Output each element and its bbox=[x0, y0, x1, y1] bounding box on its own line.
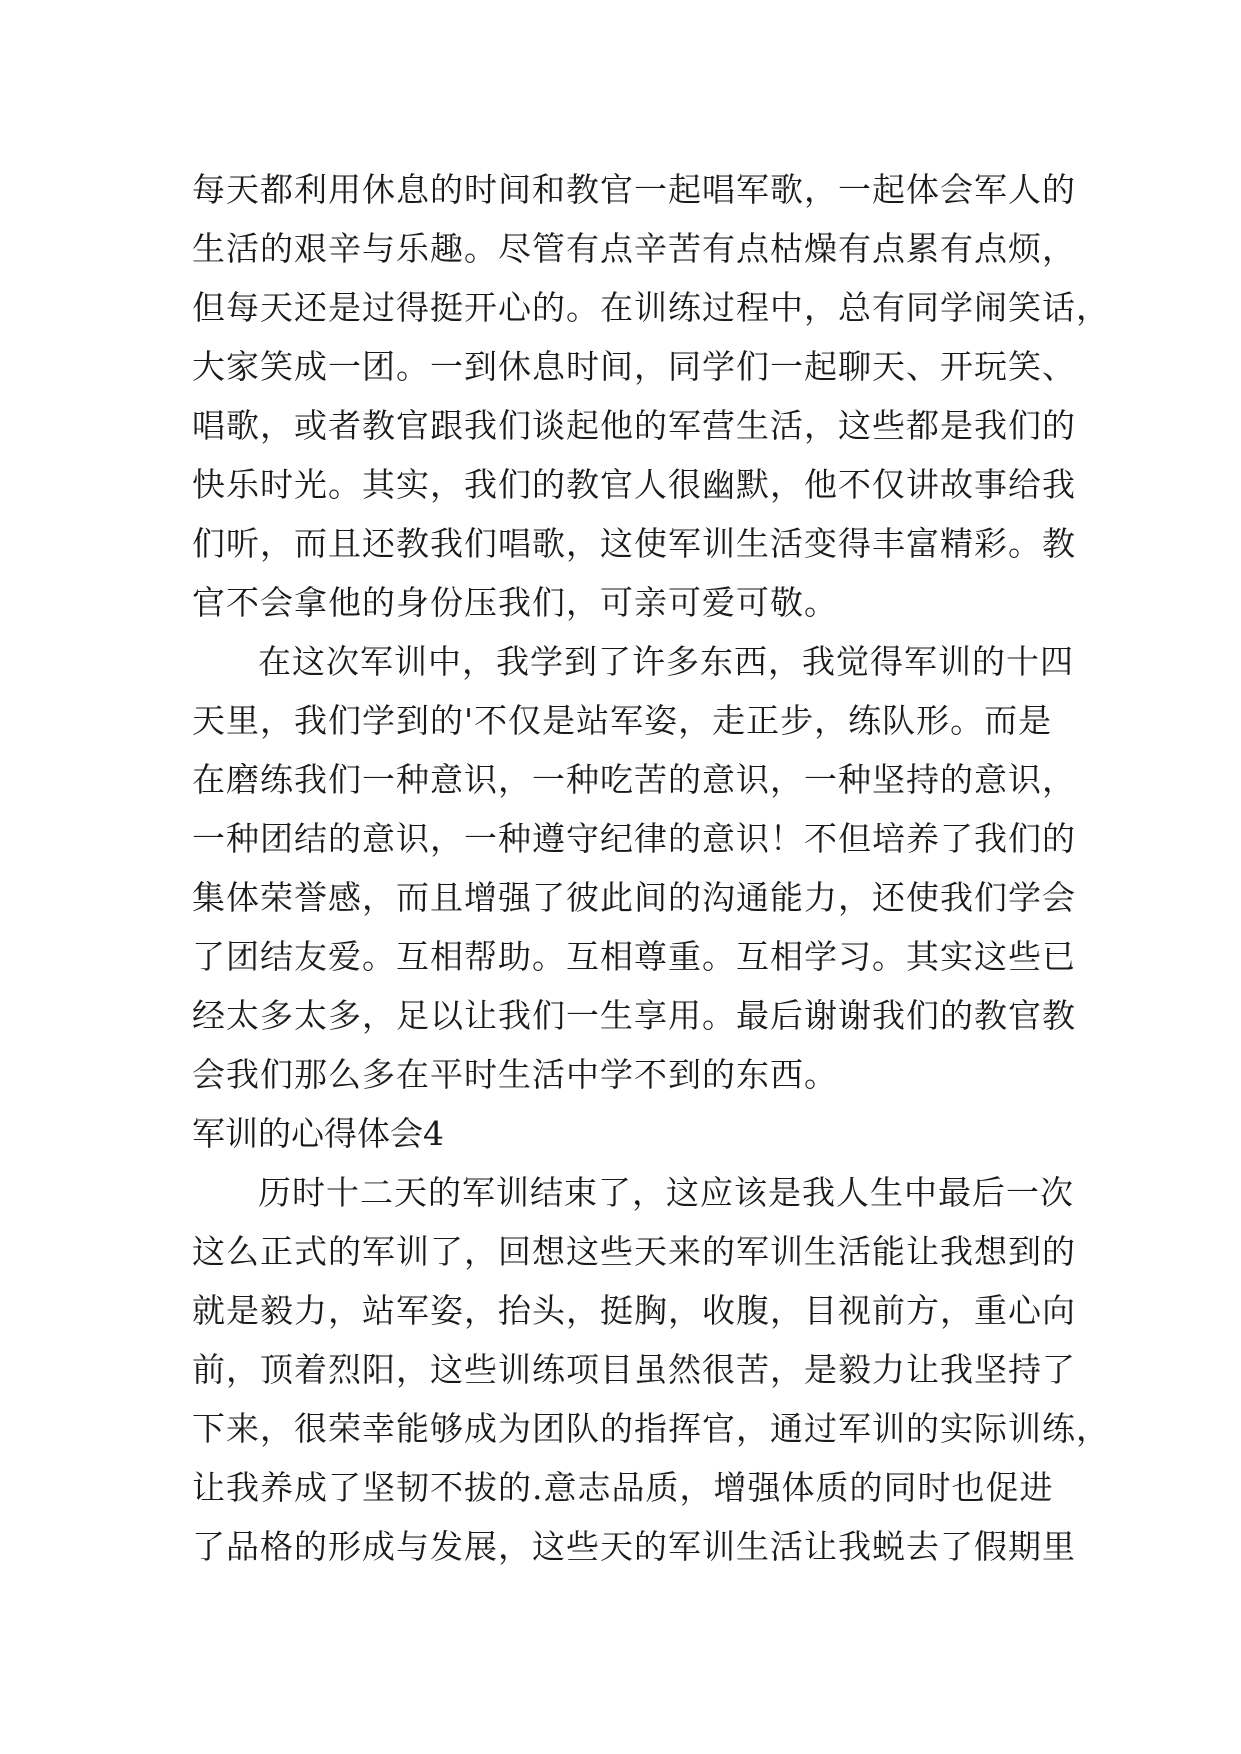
text-line: 天里，我们学到的'不仅是站军姿，走正步，练队形。而是 bbox=[192, 701, 1053, 740]
text-line: 下来，很荣幸能够成为团队的指挥官，通过军训的实际训练， bbox=[192, 1409, 1110, 1448]
text-line: 但每天还是过得挺开心的。在训练过程中，总有同学闹笑话， bbox=[192, 288, 1110, 327]
text-line: 会我们那么多在平时生活中学不到的东西。 bbox=[192, 1055, 838, 1094]
text-line: 在磨练我们一种意识，一种吃苦的意识，一种坚持的意识， bbox=[192, 760, 1076, 799]
text-line: 唱歌，或者教官跟我们谈起他的军营生活，这些都是我们的 bbox=[192, 406, 1076, 445]
text-line: 快乐时光。其实，我们的教官人很幽默，他不仅讲故事给我 bbox=[192, 465, 1076, 504]
text-line: 每天都利用休息的时间和教官一起唱军歌，一起体会军人的 bbox=[192, 170, 1076, 209]
text-line: 集体荣誉感，而且增强了彼此间的沟通能力，还使我们学会 bbox=[192, 878, 1076, 917]
paragraph-start-line: 历时十二天的军训结束了，这应该是我人生中最后一次 bbox=[258, 1173, 1074, 1212]
document-body bbox=[192, 160, 1110, 1576]
text-line: 生活的艰辛与乐趣。尽管有点辛苦有点枯燥有点累有点烦， bbox=[192, 229, 1076, 268]
text-line: 官不会拿他的身份压我们，可亲可爱可敬。 bbox=[192, 583, 838, 622]
text-line: 让我养成了坚韧不拔的.意志品质，增强体质的同时也促进 bbox=[192, 1468, 1054, 1507]
text-line: 大家笑成一团。一到休息时间，同学们一起聊天、开玩笑、 bbox=[192, 347, 1076, 386]
text-line: 一种团结的意识，一种遵守纪律的意识！不但培养了我们的 bbox=[192, 819, 1076, 858]
text-line: 就是毅力，站军姿，抬头，挺胸，收腹，目视前方，重心向 bbox=[192, 1291, 1076, 1330]
text-line: 前，顶着烈阳，这些训练项目虽然很苦，是毅力让我坚持了 bbox=[192, 1350, 1076, 1389]
text-line: 这么正式的军训了，回想这些天来的军训生活能让我想到的 bbox=[192, 1232, 1076, 1271]
text-line: 了团结友爱。互相帮助。互相尊重。互相学习。其实这些已 bbox=[192, 937, 1076, 976]
text-line: 们听，而且还教我们唱歌，这使军训生活变得丰富精彩。教 bbox=[192, 524, 1076, 563]
paragraph-start-line: 在这次军训中，我学到了许多东西，我觉得军训的十四 bbox=[258, 642, 1074, 681]
text-line: 经太多太多，足以让我们一生享用。最后谢谢我们的教官教 bbox=[192, 996, 1076, 1035]
text-line: 了品格的形成与发展，这些天的军训生活让我蜕去了假期里 bbox=[192, 1527, 1076, 1566]
section-heading: 军训的心得体会4 bbox=[192, 1114, 444, 1153]
